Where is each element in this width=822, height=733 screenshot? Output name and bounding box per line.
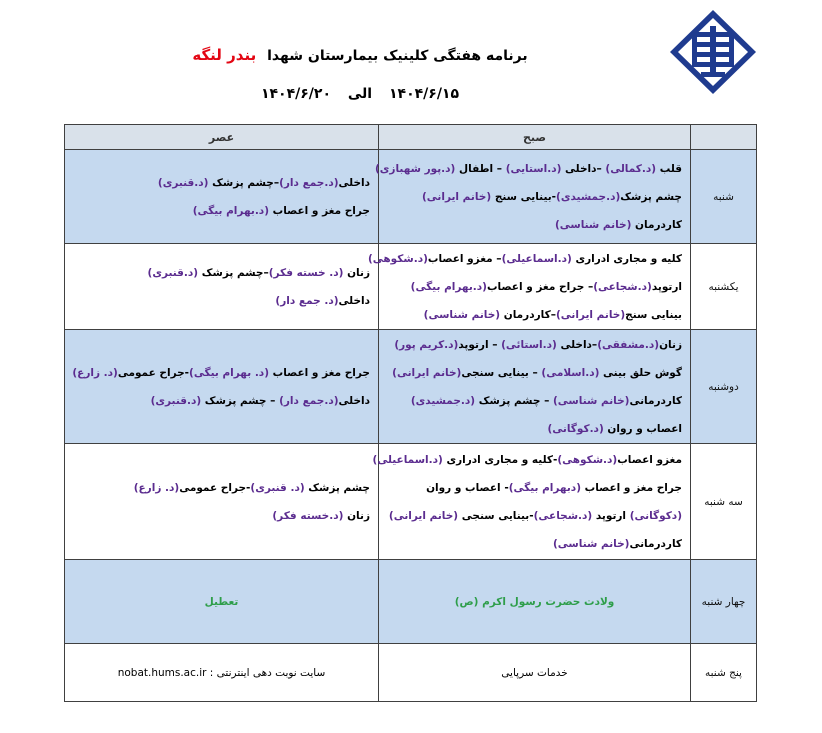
doctor-name: (د.پور شهبازی) <box>375 162 456 175</box>
cell-line <box>379 387 690 415</box>
doctor-name: (د.اسماعیلی) <box>501 252 572 265</box>
table-row <box>65 244 757 330</box>
specialty-text: -جراح عمومی <box>179 481 251 494</box>
specialty-text: -بینایی سنجی <box>458 509 534 522</box>
day-cell: پنج شنبه <box>691 644 757 702</box>
morning-cell <box>372 444 691 560</box>
evening-cell <box>65 244 379 330</box>
cell-line <box>379 588 690 616</box>
specialty-text: – اطفال <box>455 162 506 175</box>
doctor-name: (د.مشفقی) <box>597 338 660 351</box>
specialty-text: داخلی <box>338 176 370 189</box>
holiday-text: ولادت حضرت رسول اکرم (ص) <box>454 595 615 608</box>
date-range <box>150 86 570 102</box>
cell-line <box>375 155 690 183</box>
doctor-name: (د.استائی) <box>501 338 557 351</box>
specialty-text: جراح مغز و اعصاب <box>581 481 682 494</box>
cell-line <box>65 359 378 387</box>
cell-line <box>379 273 690 301</box>
day-cell: یکشنبه <box>691 244 757 330</box>
doctor-name: (د.بهرام بیگی) <box>192 204 269 217</box>
doctor-name: (د.شکوهی) <box>367 252 428 265</box>
specialty-text: زنان <box>343 266 370 279</box>
specialty-text: اعصاب و روان <box>603 422 682 435</box>
doctor-name: (د.شجاعی) <box>593 280 652 293</box>
doctor-name: (د. قنبری) <box>250 481 305 494</box>
doctor-name: (د.اسلامی) <box>541 366 600 379</box>
specialty-text: داخلی <box>338 394 370 407</box>
day-cell: چهار شنبه <box>691 560 757 644</box>
doctor-name: (د. زارع) <box>133 481 180 494</box>
doctor-name: (د.بهرام بیگی) <box>410 280 487 293</box>
doctor-name: (د.جمع دار) <box>279 394 339 407</box>
specialty-text: -جراح عمومی <box>117 366 190 379</box>
evening-cell <box>65 560 379 644</box>
day-cell: شنبه <box>691 150 757 244</box>
evening-cell <box>65 330 379 444</box>
cell-line <box>367 245 690 273</box>
specialty-text: – چشم پزشک <box>201 394 280 407</box>
cell-line <box>379 359 690 387</box>
doctor-name: (دکوگانی) <box>629 509 682 522</box>
table-row <box>65 644 757 702</box>
cell-line <box>65 502 378 530</box>
morning-cell <box>379 644 691 702</box>
specialty-text: ارتوپد <box>651 280 682 293</box>
evening-cell <box>65 444 379 560</box>
doctor-name: (د. زارع) <box>72 366 118 379</box>
cell-line <box>379 301 690 329</box>
doctor-name: (د.شکوهی) <box>557 453 618 466</box>
cell-line <box>379 474 690 502</box>
specialty-text: زنان <box>659 338 682 351</box>
specialty-text: –داخلی <box>561 162 606 175</box>
doctor-name: (خانم شناسی) <box>423 308 501 321</box>
specialty-text: – چشم پزشک <box>475 394 553 407</box>
table-row <box>65 330 757 444</box>
specialty-text: – بینایی سنجی <box>461 366 542 379</box>
day-cell: دوشنبه <box>691 330 757 444</box>
specialty-text: زنان <box>343 509 370 522</box>
website-text: سایت نوبت دهی اینترنتی : nobat.hums.ac.ir <box>117 666 326 679</box>
date-separator: الی <box>347 86 373 102</box>
cell-line <box>379 183 690 211</box>
specialty-text: –چشم پزشک <box>198 266 269 279</box>
cell-line <box>65 197 378 225</box>
day-cell: سه شنبه <box>691 444 757 560</box>
header-evening: عصر <box>65 125 379 150</box>
specialty-text: -کلیه و مجاری ادراری <box>442 453 558 466</box>
cell-line <box>379 211 690 239</box>
cell-line <box>379 530 690 558</box>
doctor-name: (د.کریم پور) <box>394 338 459 351</box>
specialty-text: کلیه و مجاری ادراری <box>571 252 682 265</box>
cell-line <box>379 415 690 443</box>
cell-line <box>379 659 690 687</box>
morning-cell <box>375 150 691 244</box>
morning-cell <box>379 560 691 644</box>
specialty-text: مغزو اعصاب <box>617 453 682 466</box>
doctor-name: (خانم شناسی) <box>553 394 630 407</box>
date-from: ۱۴۰۴/۶/۱۵ <box>388 86 460 102</box>
cell-line <box>65 387 378 415</box>
cell-line <box>65 169 378 197</box>
specialty-text: –داخلی <box>556 338 598 351</box>
specialty-text: -بینایی سنج <box>491 190 557 203</box>
doctor-name: (د.قنبری) <box>147 266 199 279</box>
specialty-text: چشم پزشک <box>304 481 370 494</box>
hospital-logo-icon <box>668 8 758 96</box>
specialty-text: کاردرمانی <box>629 394 682 407</box>
table-row <box>65 444 757 560</box>
table-row <box>65 560 757 644</box>
doctor-name: (د.کوگانی) <box>547 422 604 435</box>
doctor-name: (د.استایی) <box>505 162 562 175</box>
weekly-schedule-table <box>64 124 757 702</box>
morning-cell <box>379 330 691 444</box>
cell-line <box>379 331 690 359</box>
cell-line <box>65 259 378 287</box>
specialty-text: بینایی سنج <box>625 308 682 321</box>
doctor-name: (د. جمع دار) <box>275 294 339 307</box>
doctor-name: (دبهرام بیگی) <box>508 481 581 494</box>
specialty-text: داخلی <box>338 294 370 307</box>
specialty-text: –کاردرمان <box>500 308 556 321</box>
service-text: خدمات سرپایی <box>501 666 568 679</box>
doctor-name: (د.قنبری) <box>150 394 202 407</box>
specialty-text: قلب <box>656 162 682 175</box>
holiday-text: تعطیل <box>204 595 239 608</box>
table-header-row <box>65 125 757 150</box>
specialty-text: چشم پزشک <box>620 190 682 203</box>
specialty-text: جراح مغز و اعصاب <box>269 204 370 217</box>
doctor-name: (خانم شناسی) <box>553 537 630 550</box>
header-day <box>691 125 757 150</box>
doctor-name: (د. خسته فکر) <box>268 266 344 279</box>
doctor-name: (د.جمشیدی) <box>556 190 621 203</box>
specialty-text: کاردرمان <box>631 218 682 231</box>
date-to: ۱۴۰۴/۶/۲۰ <box>260 86 331 102</box>
page-title <box>150 46 570 64</box>
doctor-name: (خانم ایرانی) <box>555 308 626 321</box>
header-morning: صبح <box>379 125 691 150</box>
doctor-name: (خانم شناسی) <box>554 218 632 231</box>
specialty-text: کاردرمانی <box>629 537 682 550</box>
doctor-name: (خانم ایرانی) <box>388 509 459 522</box>
doctor-name: (د.اسماعیلی) <box>372 453 443 466</box>
title-text: برنامه هفتگی کلینیک بیمارستان شهدا <box>267 48 528 64</box>
doctor-name: (خانم ایرانی) <box>421 190 492 203</box>
doctor-name: (د. بهرام بیگی) <box>189 366 269 379</box>
cell-line <box>65 287 378 315</box>
specialty-text: جراح مغز و اعصاب <box>269 366 370 379</box>
evening-cell <box>65 644 379 702</box>
doctor-name: (د.خسته فکر) <box>272 509 344 522</box>
doctor-name: (د.شجاعی) <box>533 509 593 522</box>
cell-line <box>65 659 378 687</box>
cell-line <box>65 588 378 616</box>
doctor-name: (د.جمشیدی) <box>410 394 476 407</box>
specialty-text: ارتوپد <box>592 509 630 522</box>
specialty-text: گوش حلق بینی <box>599 366 682 379</box>
city-name: بندر لنگه <box>192 46 257 64</box>
cell-line <box>372 446 690 474</box>
specialty-text: – مغزو اعصاب <box>427 252 502 265</box>
specialty-text: – ارتوپد <box>458 338 502 351</box>
morning-cell <box>367 244 691 330</box>
doctor-name: (د.جمع دار) <box>279 176 339 189</box>
cell-line <box>65 474 378 502</box>
doctor-name: (خانم ایرانی) <box>392 366 462 379</box>
evening-cell <box>65 150 379 244</box>
cell-line <box>379 502 690 530</box>
specialty-text: – جراح مغز و اعصاب <box>486 280 594 293</box>
specialty-text: - اعصاب و روان <box>426 481 509 494</box>
doctor-name: (د.قنبری) <box>157 176 209 189</box>
specialty-text: –چشم پزشک <box>208 176 280 189</box>
table-row <box>65 150 757 244</box>
doctor-name: (د.کمالی) <box>605 162 657 175</box>
